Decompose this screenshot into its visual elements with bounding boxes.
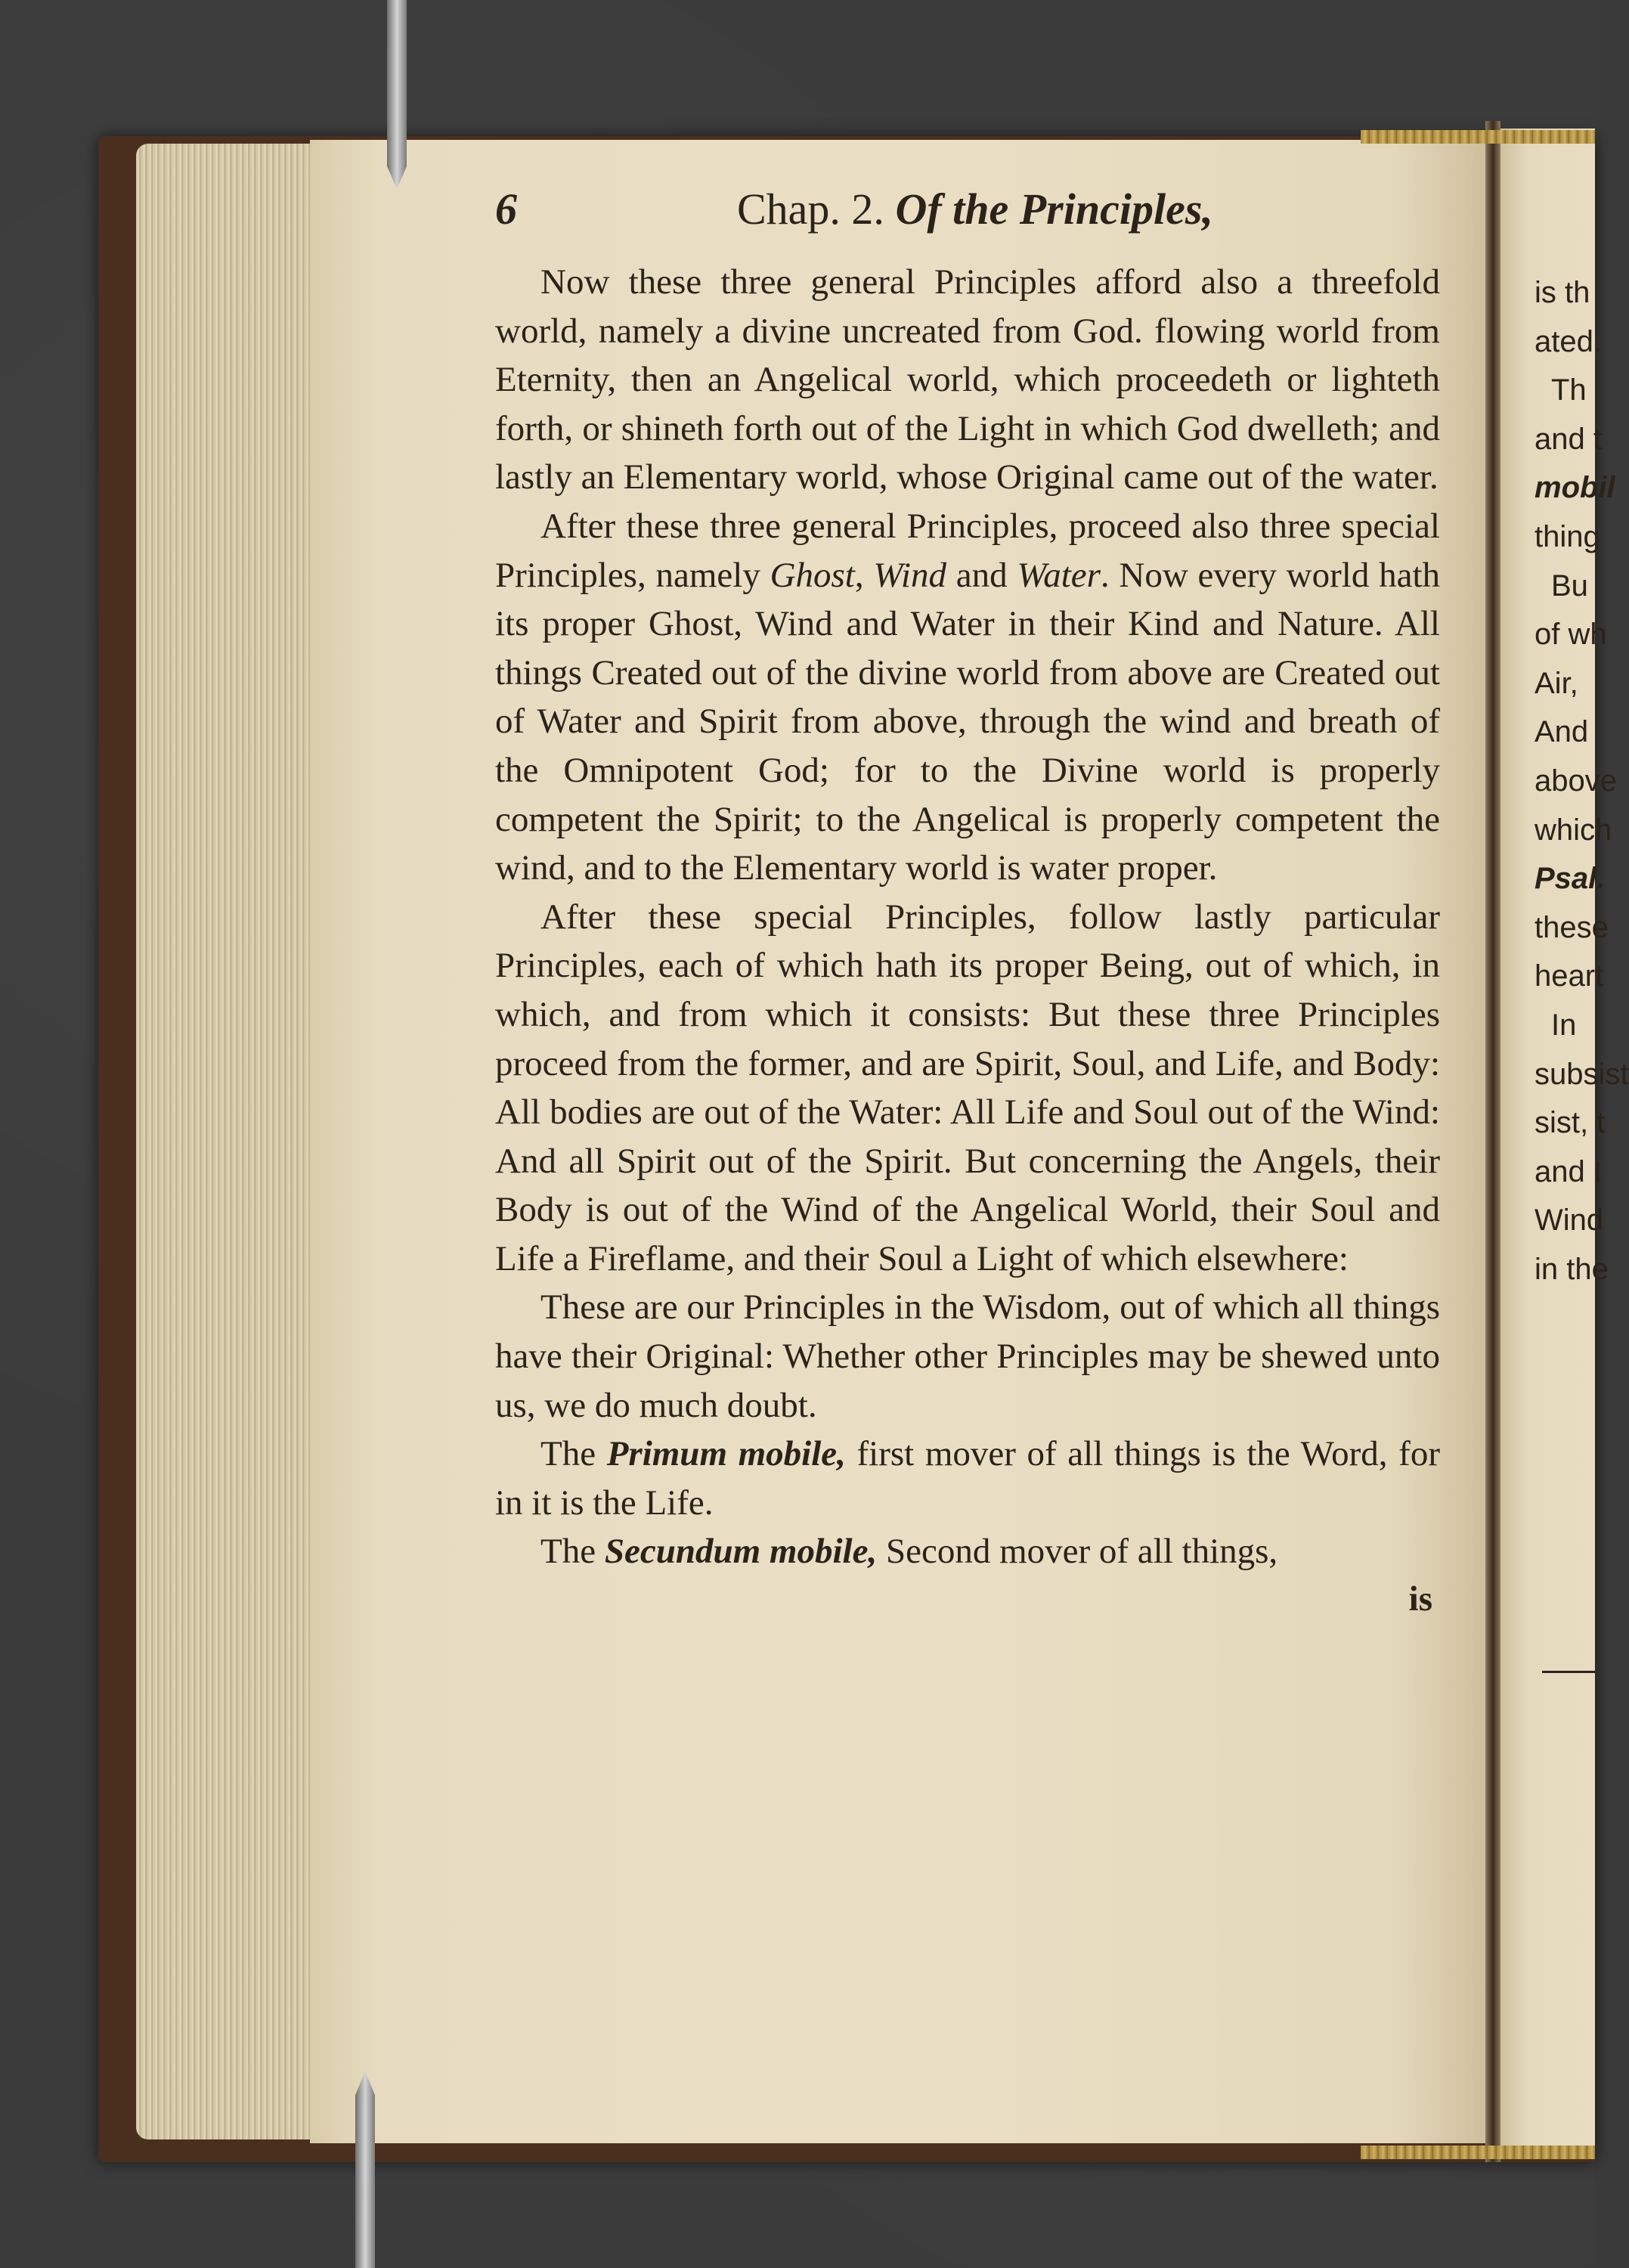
next-page-line: Bu [1551,569,1588,603]
next-page-line: In [1551,1008,1577,1042]
book-pin-bottom [355,2071,375,2268]
paragraph-2-sep: , [854,555,874,595]
term-primum-mobile: Primum mobile, [606,1434,846,1474]
next-page-line: ated. [1535,324,1602,358]
running-header [495,185,1440,258]
term-ghost: Ghost [770,555,855,595]
gilt-edge-bottom [1361,2146,1595,2159]
chapter-label: Chap. 2. [737,184,884,234]
next-page-line: which [1535,813,1612,847]
catchword: is [1408,1579,1432,1619]
next-page-line: of wh [1535,618,1607,652]
next-page-line: and I [1535,1154,1602,1188]
running-title [616,185,1440,234]
next-page-line: Air, [1535,666,1578,700]
paragraph-5-text-a: The [540,1434,607,1474]
paragraph-6-text-b: Second mover of all things, [877,1532,1278,1572]
next-page-column [1535,268,1629,1294]
next-page-line: is th [1535,276,1590,309]
paragraph-2-text-b: . Now every world hath its proper Ghost, Wind and Water in their Kind and Nature. All things Created out of the divine world from above are Created out of Water and Spirit from above, through the wind and breath of the Omnipotent God; for to the Divine world is properly competent the Spirit; to the Angelical is properly competent the wind, and to the Elementary world is water proper. [495,555,1440,888]
page-number: 6 [495,184,517,234]
term-wind: Wind [873,555,946,595]
term-water: Water [1017,555,1101,595]
next-page-line: and t [1535,422,1602,456]
next-page-line: heart [1535,959,1604,993]
next-page-line: Wind [1535,1204,1604,1238]
paragraph-5 [495,1430,1440,1527]
next-page-line: mobil [1535,471,1615,505]
page-edges [136,144,325,2139]
book-gutter [1485,121,1500,2162]
paragraph-2 [495,502,1440,893]
next-page-line: And [1535,715,1589,749]
paragraph-4: These are our Principles in the Wisdom, out of which all things have their Original: Whether other Principles may be shewed unto us, we do much doubt. [495,1287,1440,1425]
paragraph-6 [495,1527,1440,1576]
gilt-edge-top [1361,130,1595,144]
next-page-line: in the [1535,1252,1609,1286]
next-page-line: these [1535,910,1609,944]
paragraph-3: After these special Principles, follow lastly particular Principles, each of which hath its proper Being, out of which, in which, and from which it consists: But these three Principles proceed from the former, and are Spirit, Soul, and Life, and Body: All bodies are out of the Water: All Life and Soul out of the Wind: And all Spirit out of the Spirit. But concerning the Angels, their Body is out of the Wind of the Angelical World, their Soul and Life a Fireflame, and their Soul a Light of which elsewhere: [495,897,1440,1278]
paragraph-5-text-b: first mover of all things is the Word, for in it is the Life. [495,1434,1440,1523]
next-page-line: thing [1535,519,1600,553]
next-page-line: Th [1551,373,1587,407]
paragraph-2-text-a: After these three general Principles, proceed also three special Principles, namely [495,506,1440,595]
next-page-line: sist, t [1535,1106,1606,1140]
next-page-line: subsist [1535,1057,1629,1091]
page-text [495,185,1440,1622]
next-page-line: Psal. [1535,862,1606,896]
chapter-title: Of the Principles, [895,184,1213,234]
next-page-rule [1542,1671,1595,1673]
term-secundum-mobile: Secundum mobile, [604,1532,878,1572]
book-pin-top [387,0,407,189]
paragraph-6-text-a: The [540,1532,605,1572]
paragraph-2-and: and [946,555,1017,595]
paragraph-1: Now these three general Principles afford also a threefold world, namely a divine uncreated from God. flowing world from Eternity, then an Angelical world, which proceedeth or lighteth forth, or shineth forth out of the Light in which God dwelleth; and lastly an Elementary world, whose Original came out of the water. [495,262,1440,497]
next-page-line: above [1535,764,1617,798]
